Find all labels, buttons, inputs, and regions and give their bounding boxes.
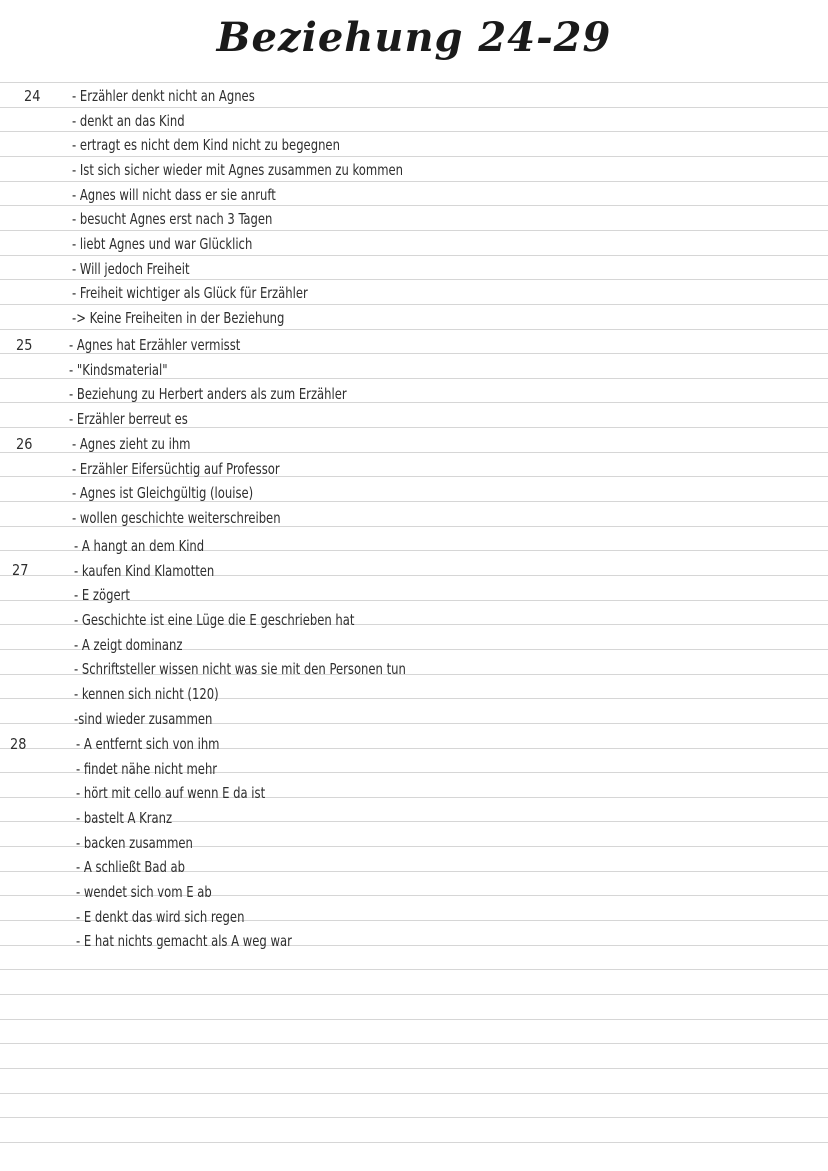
page-title: Beziehung 24-29: [216, 14, 612, 61]
note-line: - Agnes will nicht dass er sie anruft: [72, 186, 276, 204]
note-line: - ertragt es nicht dem Kind nicht zu begegnen: [72, 136, 340, 154]
note-line: - kaufen Kind Klamotten: [74, 562, 215, 580]
note-line: - Erzähler berreut es: [69, 410, 188, 428]
note-line: - E hat nichts gemacht als A weg war: [76, 932, 292, 950]
note-line: - denkt an das Kind: [72, 112, 185, 130]
section-number: 24: [24, 87, 41, 105]
note-line: - "Kindsmaterial": [69, 361, 168, 379]
note-line: - A entfernt sich von ihm: [76, 735, 220, 753]
note-line: - bastelt A Kranz: [76, 809, 173, 827]
ruled-line: [0, 181, 828, 182]
ruled-line: [0, 329, 828, 330]
ruled-line: [0, 1019, 828, 1020]
section-number: 27: [12, 561, 29, 579]
note-line: - Agnes zieht zu ihm: [72, 435, 191, 453]
note-line: - backen zusammen: [76, 834, 193, 852]
note-line: - A hangt an dem Kind: [74, 537, 205, 555]
note-line: - Geschichte ist eine Lüge die E geschrieben hat: [74, 611, 355, 629]
ruled-line: [0, 969, 828, 970]
note-line: - Will jedoch Freiheit: [72, 260, 190, 278]
note-line: -sind wieder zusammen: [74, 710, 213, 728]
ruled-line: [0, 156, 828, 157]
note-line: - Freiheit wichtiger als Glück für Erzähler: [72, 284, 308, 302]
ruled-line: [0, 107, 828, 108]
note-line: - Agnes ist Gleichgültig (louise): [72, 484, 254, 502]
section-number: 28: [10, 735, 27, 753]
section-number: 26: [16, 435, 33, 453]
note-line: - wendet sich vom E ab: [76, 883, 212, 901]
ruled-line: [0, 205, 828, 206]
note-line: - Erzähler denkt nicht an Agnes: [72, 87, 255, 105]
note-line: - A zeigt dominanz: [74, 636, 183, 654]
note-line: - liebt Agnes und war Glücklich: [72, 235, 253, 253]
note-line: - kennen sich nicht (120): [74, 685, 219, 703]
section-number: 25: [16, 336, 33, 354]
ruled-line: [0, 230, 828, 231]
ruled-line: [0, 1093, 828, 1094]
ruled-line: [0, 279, 828, 280]
note-line: - E denkt das wird sich regen: [76, 908, 245, 926]
ruled-line: [0, 304, 828, 305]
note-line: - A schließt Bad ab: [76, 858, 186, 876]
note-line: - besucht Agnes erst nach 3 Tagen: [72, 210, 273, 228]
note-line: - Beziehung zu Herbert anders als zum Erzähler: [69, 385, 347, 403]
note-line: - Schriftsteller wissen nicht was sie mit den Personen tun: [74, 660, 406, 678]
note-line: - Agnes hat Erzähler vermisst: [69, 336, 241, 354]
note-line: - Erzähler Eifersüchtig auf Professor: [72, 460, 280, 478]
ruled-line: [0, 255, 828, 256]
ruled-line: [0, 1117, 828, 1118]
ruled-line: [0, 1142, 828, 1143]
ruled-line: [0, 82, 828, 83]
ruled-line: [0, 131, 828, 132]
ruled-line: [0, 1043, 828, 1044]
note-line: - Ist sich sicher wieder mit Agnes zusammen zu kommen: [72, 161, 404, 179]
note-line: - E zögert: [74, 586, 130, 604]
note-line: - wollen geschichte weiterschreiben: [72, 509, 281, 527]
note-line: - findet nähe nicht mehr: [76, 760, 218, 778]
note-line: - hört mit cello auf wenn E da ist: [76, 784, 266, 802]
ruled-line: [0, 1068, 828, 1069]
ruled-line: [0, 994, 828, 995]
note-line: -> Keine Freiheiten in der Beziehung: [72, 309, 285, 327]
